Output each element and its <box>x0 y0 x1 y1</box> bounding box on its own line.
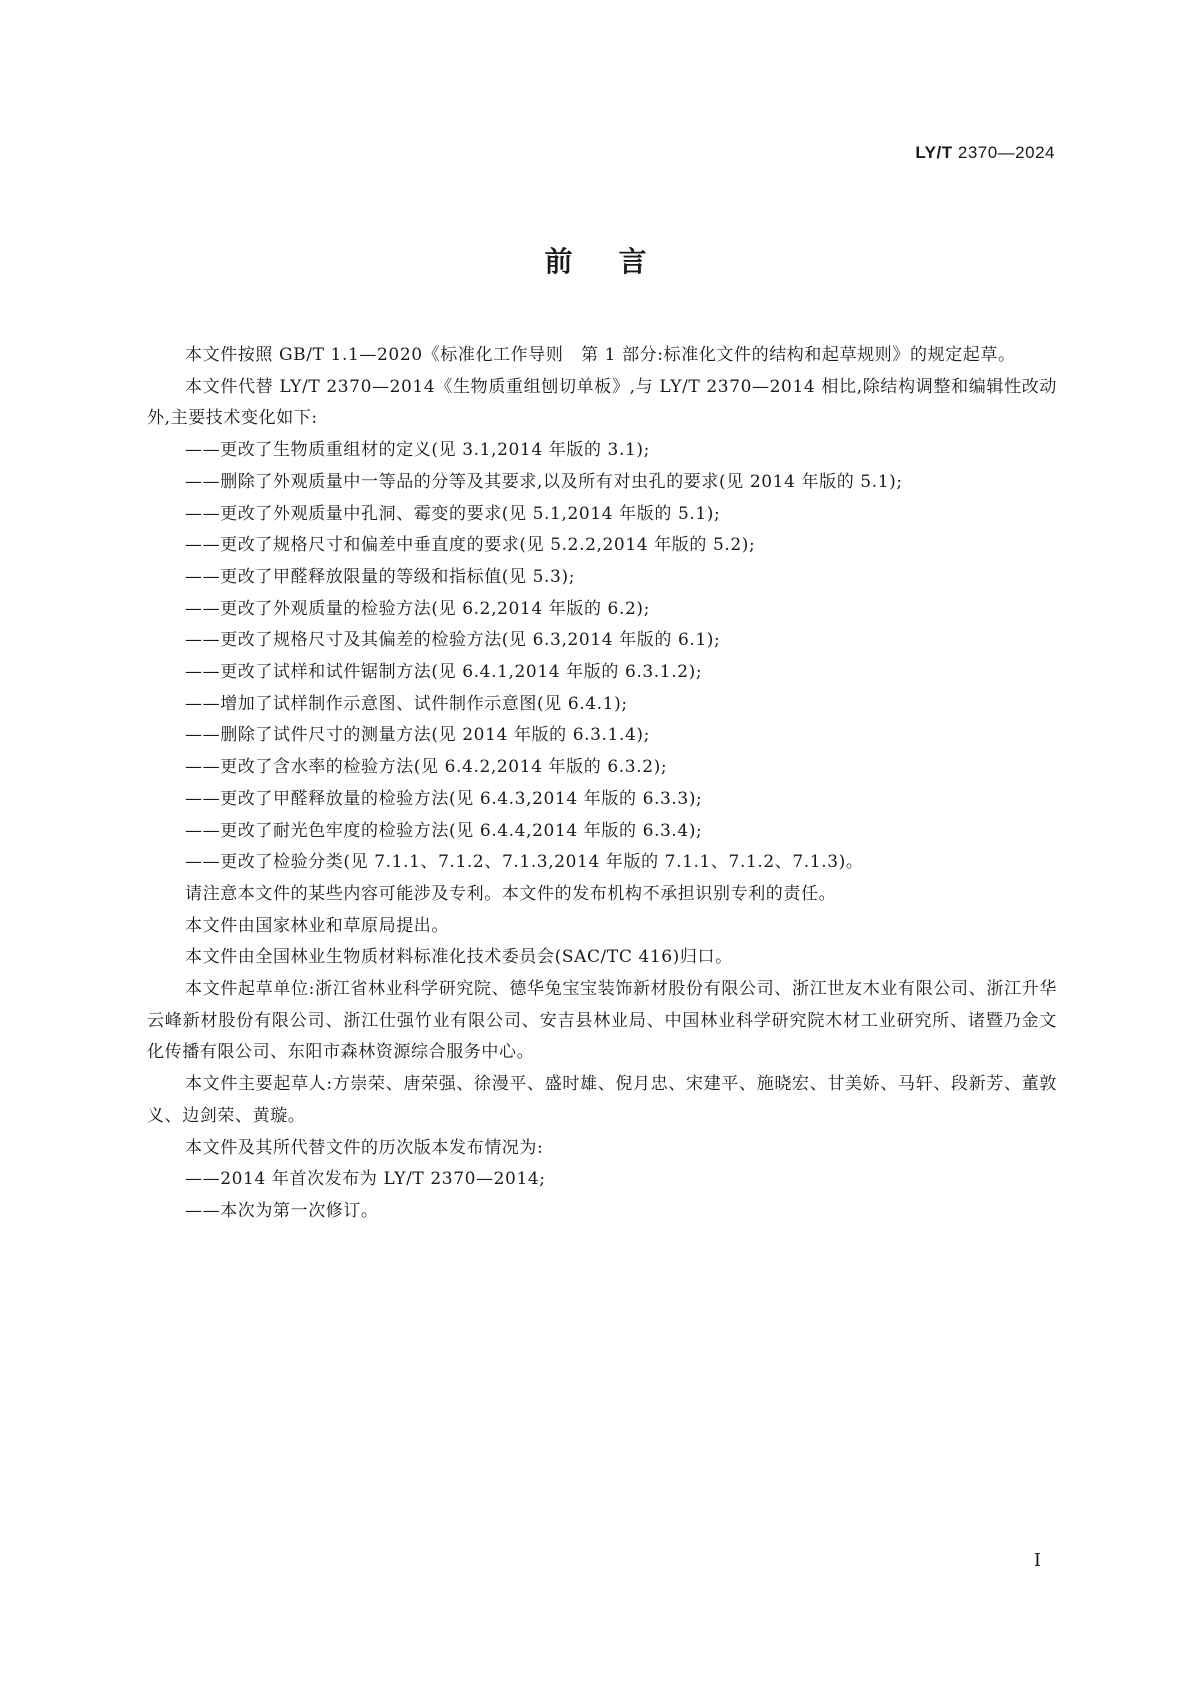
body-paragraph: 本文件代替 LY/T 2370—2014《生物质重组刨切单板》,与 LY/T 2370—2014 相比,除结构调整和编辑性改动外,主要技术变化如下: <box>147 376 1057 429</box>
foreword-body <box>147 340 1057 1228</box>
change-list-item: ——更改了甲醛释放限量的等级和指标值(见 5.3); <box>185 566 576 587</box>
change-list-item: ——更改了含水率的检验方法(见 6.4.2,2014 年版的 6.3.2); <box>185 757 668 778</box>
change-list-item: ——更改了外观质量中孔洞、霉变的要求(见 5.1,2014 年版的 5.1); <box>185 503 721 524</box>
body-paragraph: 本文件由全国林业生物质材料标准化技术委员会(SAC/TC 416)归口。 <box>185 947 733 968</box>
change-list-item: ——删除了外观质量中一等品的分等及其要求,以及所有对虫孔的要求(见 2014 年版的 5.1); <box>185 471 903 492</box>
body-paragraph: 本文件按照 GB/T 1.1—2020《标准化工作导则 第 1 部分:标准化文件的结构和起草规则》的规定起草。 <box>185 345 1016 365</box>
change-list-item: ——更改了甲醛释放量的检验方法(见 6.4.3,2014 年版的 6.3.3); <box>185 788 703 809</box>
page-title: 前言 <box>544 245 693 278</box>
body-paragraph: 本文件主要起草人:方崇荣、唐荣强、徐漫平、盛时雄、倪月忠、宋建平、施晓宏、甘美娇、马轩、段新芳、董敦义、边剑荣、黄璇。 <box>147 1074 1057 1126</box>
body-paragraph: 本文件及其所代替文件的历次版本发布情况为: <box>185 1137 544 1158</box>
change-list-item: ——更改了耐光色牢度的检验方法(见 6.4.4,2014 年版的 6.3.4); <box>185 820 703 841</box>
change-list-item: ——更改了规格尺寸和偏差中垂直度的要求(见 5.2.2,2014 年版的 5.2); <box>185 535 756 556</box>
standard-code-prefix: LY/T <box>915 143 953 162</box>
standard-code-number: 2370—2024 <box>957 143 1055 162</box>
page-number: I <box>1033 1550 1041 1571</box>
change-list-item: ——更改了外观质量的检验方法(见 6.2,2014 年版的 6.2); <box>185 598 650 619</box>
change-list-item: ——本次为第一次修订。 <box>185 1200 379 1221</box>
body-paragraph: 请注意本文件的某些内容可能涉及专利。本文件的发布机构不承担识别专利的责任。 <box>185 883 837 904</box>
change-list-item: ——更改了检验分类(见 7.1.1、7.1.2、7.1.3,2014 年版的 7.1.1、7.1.2、7.1.3)。 <box>185 852 864 873</box>
change-list-item: ——更改了规格尺寸及其偏差的检验方法(见 6.3,2014 年版的 6.1); <box>185 630 721 651</box>
standard-code <box>915 143 1055 163</box>
change-list-item: ——删除了试件尺寸的测量方法(见 2014 年版的 6.3.1.4); <box>185 725 650 746</box>
body-paragraph: 本文件起草单位:浙江省林业科学研究院、德华兔宝宝装饰新材股份有限公司、浙江世友木业有限公司、浙江升华云峰新材股份有限公司、浙江仕强竹业有限公司、安吉县林业局、中国林业科学研究院木材工业研究所、诸暨乃金文化传播有限公司、东阳市森林资源综合服务中心。 <box>147 979 1057 1063</box>
change-list-item: ——更改了生物质重组材的定义(见 3.1,2014 年版的 3.1); <box>185 440 650 461</box>
change-list-item: ——2014 年首次发布为 LY/T 2370—2014; <box>185 1169 546 1190</box>
change-list-item: ——更改了试样和试件锯制方法(见 6.4.1,2014 年版的 6.3.1.2); <box>185 662 703 683</box>
change-list-item: ——增加了试样制作示意图、试件制作示意图(见 6.4.1); <box>185 693 628 714</box>
body-paragraph: 本文件由国家林业和草原局提出。 <box>185 915 449 936</box>
